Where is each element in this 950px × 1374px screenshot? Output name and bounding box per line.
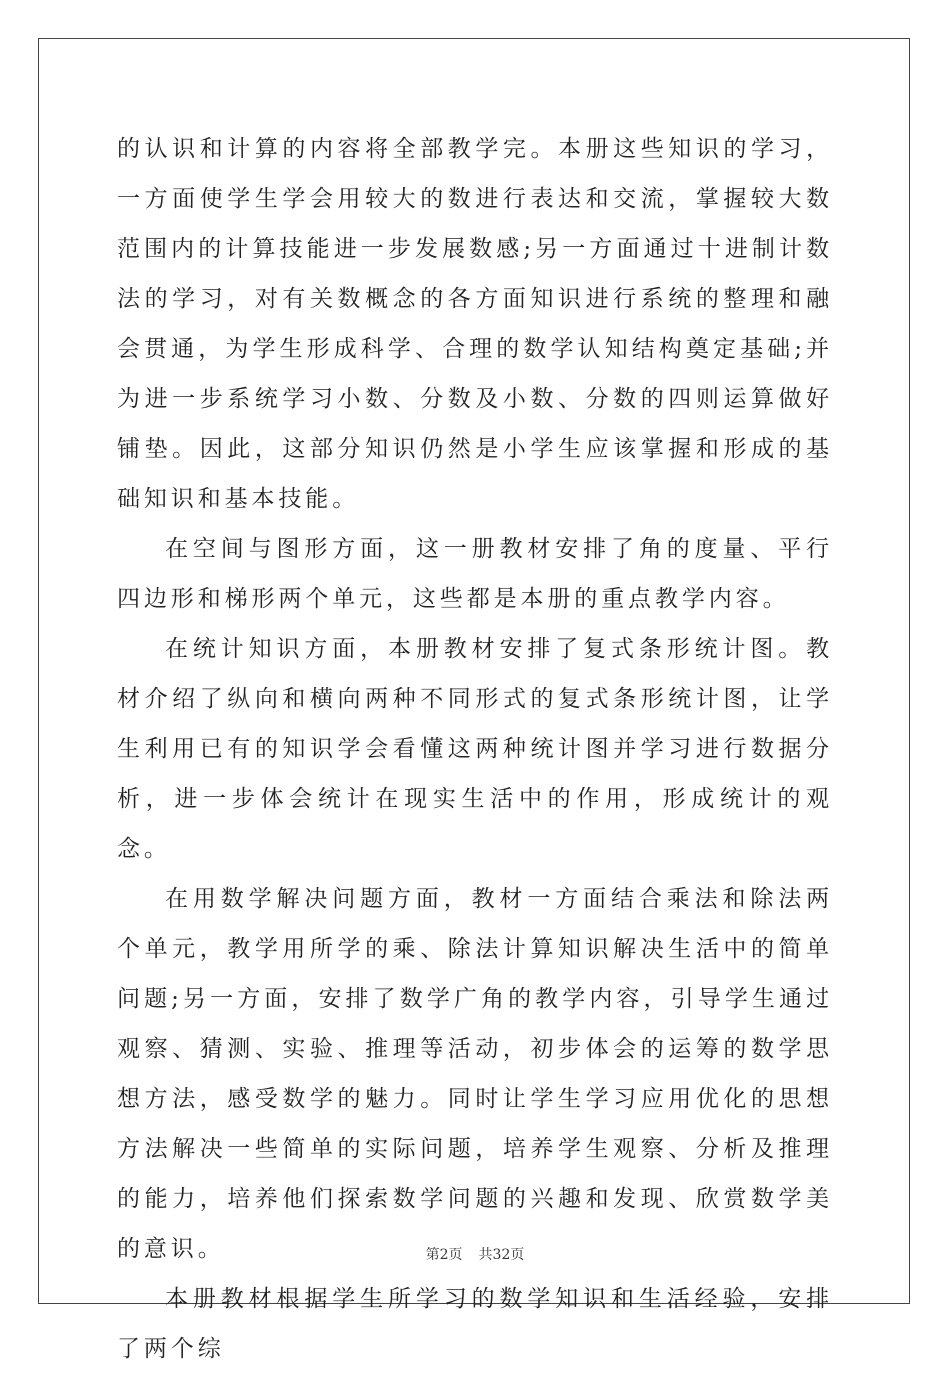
paragraph-5: 本册教材根据学生所学习的数学知识和生活经验，安排了两个综 xyxy=(117,1286,833,1362)
page-footer xyxy=(0,1246,950,1264)
document-body xyxy=(117,124,833,1374)
paragraph-3: 在统计知识方面，本册教材安排了复式条形统计图。教材介绍了纵向和横向两种不同形式的复式条形统计图，让学生利用已有的知识学会看懂这两种统计图并学习进行数据分析，进一步体会统计在现实生活中的作用，形成统计的观念。 xyxy=(117,636,833,862)
paragraph-2: 在空间与图形方面，这一册教材安排了角的度量、平行四边形和梯形两个单元，这些都是本册的重点教学内容。 xyxy=(117,536,833,612)
page-total: 共32页 xyxy=(478,1247,525,1263)
paragraph-1: 的认识和计算的内容将全部教学完。本册这些知识的学习，一方面使学生学会用较大的数进行表达和交流，掌握较大数范围内的计算技能进一步发展数感;另一方面通过十进制计数法的学习，对有关数概念的各方面知识进行系统的整理和融会贯通，为学生形成科学、合理的数学认知结构奠定基础;并为进一步系统学习小数、分数及小数、分数的四则运算做好铺垫。因此，这部分知识仍然是小学生应该掌握和形成的基础知识和基本技能。 xyxy=(117,136,833,512)
page-number: 第2页 xyxy=(425,1247,463,1263)
paragraph-4: 在用数学解决问题方面，教材一方面结合乘法和除法两个单元，教学用所学的乘、除法计算知识解决生活中的简单问题;另一方面，安排了数学广角的教学内容，引导学生通过观察、猜测、实验、推理等活动，初步体会的运筹的数学思想方法，感受数学的魅力。同时让学生学习应用优化的思想方法解决一些简单的实际问题，培养学生观察、分析及推理的能力，培养他们探索数学问题的兴趣和发现、欣赏数学美的意识。 xyxy=(117,886,833,1262)
